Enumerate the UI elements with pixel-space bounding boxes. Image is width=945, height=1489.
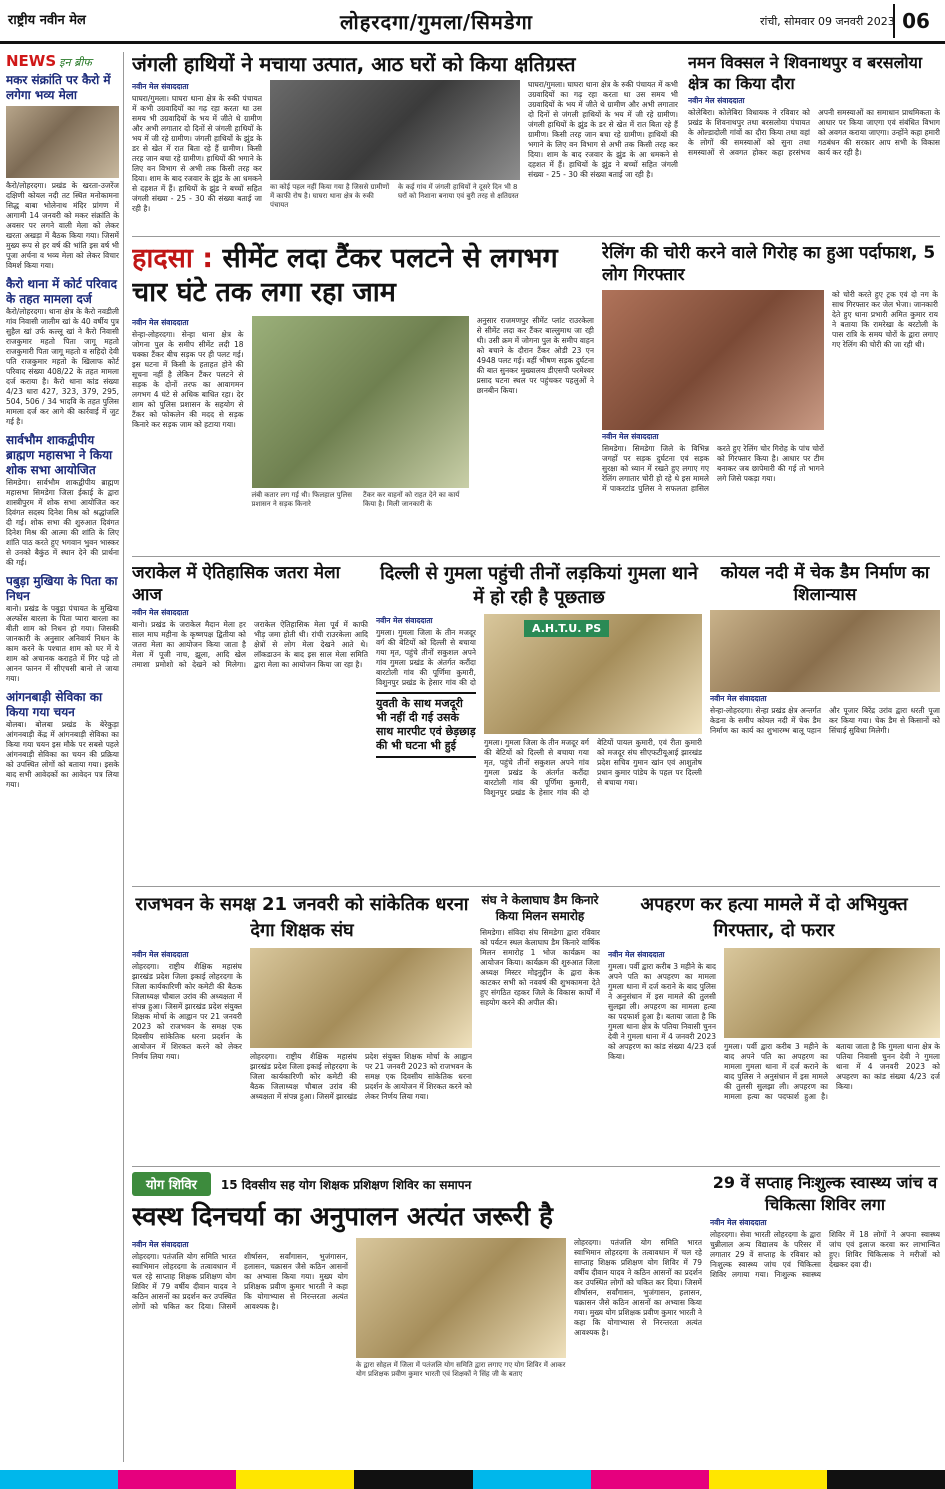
story-headline: कोयल नदी में चेक डैम निर्माण का शिलान्यास [720,563,930,605]
story-body: गुमला। पर्वी द्वारा करीब 3 महीने के बाद अपने पति का अपहरण का मामला गुमला थाना में दर्ज कराने के बाद पुलिस ने अनुसंधान में इस मामले की तुलसी सुलझा ली। अपहरण का मामला हत्या का पदफार्श हुआ है। बताया जाता है कि गुमला थाना क्षेत्र के पतिया निवासी चुनन देवी ने गुमला थाना में 4 जनवरी 2023 को अपहरण का कांड संख्या 4/23 दर्ज किया। [608,962,716,1061]
story-delhi-girls [376,562,702,882]
story-body-continued: घाघरा/गुमला। घाघरा थाना क्षेत्र के रुकी पंचायत में कभी उग्रवादियों का गढ़ रहा करता था उस समय भी उग्रवादियों के भय में जीते थे ग्रामीण और अभी लगातार दो दिनों से जंगली हाथियों के भय में जी रहे ग्रामीण। जंगली हाथियों के झुंड के डर से खेत में रात बिता रहे हैं ग्रामीण। किसी तरह जान बचा रहे ग्रामीण। हाथियों की भगाने के लिए वन विभाग से अभी तक किसी तरह कर दिया। शाम के बाद रजवार के झुंड के आ धमकने से दहशत में हैं। हाथियों के झुंड ने बच्चों सहित जंगली संख्या - 25 - 30 की संख्या बताई जा रही है। [528,80,678,179]
photo-caption: का कोई पहल नहीं किया गया है जिससे ग्रामीणों में काफी रोष है। घाघरा थाना क्षेत्र के रुकी पंचायत [270,183,390,209]
story-byline: नवीन मेल संवाददाता [602,432,659,441]
story-photo-railing-recovered [602,290,824,430]
photo-caption: के कई गांव में जंगली हाथियों ने दूसरे दिन भी 8 घरों को निशाना बनाया एवं बुरी तरह से क्षतिग्रस्त [398,183,519,200]
section-divider [132,236,940,237]
story-health-camp [710,1172,940,1462]
story-byline: नवीन मेल संवाददाता [132,318,189,327]
brief-text: कैरो/लोहरदगा। प्रखंड के खरता-उजरेंज दक्षिणी कोयल नदी तट स्थित मनोकामना सिद्ध बाबा भोलेनाथ मंदिर प्रांगण में आगामी 14 जनवरी को मकर संक्रांति के अवसर पर लगने वाली मेला को लेकर खरता अखड़ा में बैठक किया गया। जिसमें मुख्य रूप से हर वर्ष की भांति इस वर्ष भी पूजा अर्चना व भव्य मेला को लेकर विचार विमर्श किया गया। [6,181,119,270]
color-swatch [118,1470,236,1489]
story-photo-yoga-session [356,1238,566,1358]
color-swatch [0,1470,118,1489]
story-byline: नवीन मेल संवाददाता [132,608,189,617]
color-swatch [236,1470,354,1489]
story-tanker-accident [132,242,594,552]
story-photo-foundation-ceremony [710,610,940,692]
masthead [0,0,945,44]
news-flag-label: NEWS [6,52,57,70]
photo-caption: लंबी कतार लग गई थी। फिलहाल पुलिस प्रशासन ने सड़क किनारे [251,491,352,508]
edition-title: लोहरदगा/गुमला/सिमडेगा [340,10,533,34]
story-kicker: 15 दिवसीय सह योग शिक्षक प्रशिक्षण शिविर का समापन [220,1177,472,1192]
brief-text: सिमडेगा। सार्वभौम शाकद्वीपीय ब्राह्मण महासभा सिमडेगा जिला ईकाई के द्वारा शास्त्रीपुरम में शोक सभा आयोजित कर दिवंगत सदस्य दिनेश मिश्र को श्रद्धांजलि दी गई। शोक सभा की शुरुआत दिवंगत दिनेश मिश्र की आत्मा की शांति के लिए शांति पाठ करते हुए भगवान भुवन भास्कर से उनको बैकुंठ में स्थान देने की प्रार्थना की गई। [6,478,119,567]
story-body-continued: अनुसार राजमणपुर सीमेंट प्लांट राउरकेला से सीमेंट लदा कर टैंकर बाल्लुमाथ जा रही थी। उसी क्रम में जोगना पुल के समीप वाहन को बचाने के दौरान टैंकर ओडी 23 एन 4948 पलट गई। वहीं भीषण सड़क दुर्घटना की बात सुनकर मुख्यालय डीएसपी परमेश्वर प्रसाद घटना स्थल पर पहुंचकर पहलुओं ने छानबीन किया। [476,316,594,395]
brief-headline: कैरो थाना में कोर्ट परिवाद के तहत मामला दर्ज [6,277,118,306]
story-byline: नवीन मेल संवाददाता [132,1240,189,1249]
dateline: रांची, सोमवार 09 जनवरी 2023 [760,15,895,28]
brief-text: बोलबा। बोलबा प्रखंड के बेरेकुड़ा आंगनबाड़ी केंद्र में आंगनबाड़ी सेविका का किया गया चयन इस मौके पर सबसे पहले आंगनबाड़ी सेविका का चयन की प्रक्रिया को उपस्थित लोगों को बताया गया। इसके बाद सभी आवेदकों का आवेदन पत्र लिया गया। [6,720,119,789]
photo-caption: टैंकर कर वाहनों को राहत देने का कार्य किया है। मिली जानकारी के [363,491,460,508]
story-byline: नवीन मेल संवाददाता [132,950,189,959]
story-body: घाघरा/गुमला। घाघरा थाना क्षेत्र के रुकी पंचायत में कभी उग्रवादियों का गढ़ रहा करता था उस समय भी उग्रवादियों के भय में जीते थे ग्रामीण और अभी लगातार दो दिनों से जंगली हाथियों के भय में जी रहे ग्रामीण। जंगली हाथियों के झुंड के डर से खेत में रात बिता रहे हैं ग्रामीण। किसी तरह जान बचा रहे ग्रामीण। हाथियों की भगाने के लिए वन विभाग से अभी तक किसी तरह कर दिया। शाम के बाद रजवार के झुंड के आ धमकने से दहशत में हैं। हाथियों के झुंड ने बच्चों सहित जंगली संख्या - 25 - 30 की संख्या बताई जा रही है। [132,94,262,212]
story-byline: नवीन मेल संवाददाता [608,950,665,959]
story-headline: राजभवन के समक्ष 21 जनवरी को सांकेतिक धरना देगा शिक्षक संघ [135,894,469,941]
brief-text: कैरो/लोहरदगा। थाना क्षेत्र के कैरो नवडीली गांव निवासी जालीम खां के 40 वर्षीय पुत्र सुहैल खां उर्फ कल्लू खां ने कैरो निवासी राजकुमार महतो पिता जागू महतो राजकुमारी पिता जागू महतो व सहिदो देवी पति राजकुमार महतो के खिलाफ कोर्ट परिवाद संख्या 408/22 के तहत मामला दर्ज कराया है। कैरो थाना कांड संख्या 4/23 धारा 427, 323, 379, 295, 504, 506 / 34 भादवि के तहत पुलिस मामला दर्ज कर आगे की कार्रवाई में जुट गई है। [6,307,119,426]
story-body-continued: को चोरी करते हुए ट्रक एवं दो नग के साथ गिरफ्तार कर जेल भेजा। जानकारी देते हुए थाना प्रभारी अमित कुमार राय ने बताया कि रामरेखा के बरटोली के पास रात्रि के समय चोरों के द्वारा लगाए गए रेलिंग की चोरी की जा रही थी। [832,290,938,349]
brief-text: बानो। प्रखंड के पबुड़ा पंचायत के मुखिया अल्फोंस बारला के पिता प्यारा बारला का बीती शाम को निधन हो गया। जिसकी जानकारी के अनुसार अनिवार्य निधन के काम करने के पश्चात शाम को घर में ये शाम को अचानक कराहते में गिर पड़े तो आनन फानन में सीएचसी बानो ले जाया गया। [6,604,119,683]
story-headline: संघ ने केलाघाघ डैम किनारे किया मिलन समारोह [481,893,599,923]
story-photo-damaged-house [270,80,520,180]
section-divider [132,886,940,887]
story-body: कोलेबिरा। कोलेबिरा विधायक ने रविवार को प्रखंड के शिवनाथपुर तथा बरसलोया पंचायत के ओल्डादोली गांवों का दौरा किया तथा वहां के लोगों की समस्याओं को सुना तथा समस्याओं से अवगत होकर कहा हरसंभव अपनी समस्याओं का समाधान प्राथमिकता के आधार पर किया जाएगा एवं संबंधित विभाग को अवगत कराया जाएगा। उन्होंने कहा हमारी गठबंधन की सरकार आप सभी के विकास कार्य कर रही है। [688,108,940,157]
story-body: लोहरदगा। राष्ट्रीय शैक्षिक महासंघ झारखंड प्रदेश जिला इकाई लोहरदगा के जिला कार्यकारिणी कोर कमेटी की बैठक जिलाध्यक्ष चौबाल उरांव की अध्यक्षता में संपन्न हुआ। जिसमें झारखंड प्रदेश संयुक्त शिक्षक मोर्चा के आह्वान पर 21 जनवरी 2023 को राजभवन के समक्ष एक दिवसीय सांकेतिक धरना प्रदर्शन के आयोजन में शिरकत करने को लेकर निर्णय लिया गया। [132,962,242,1061]
main-content [132,52,940,1462]
color-registration-bar [0,1470,945,1489]
story-headline: जंगली हाथियों ने मचाया उत्पात, आठ घरों को किया क्षतिग्रस्त [132,52,576,76]
headline-text: सीमेंट लदा टैंकर पलटने से लगभग चार घंटे तक लगा रहा जाम [132,243,558,308]
story-body: सिमडेगा। सिमडेगा जिले के विभिन्न जगहों पर सड़क दुर्घटना एवं सड़क सुरक्षा को ध्यान में रखते हुए लगाए गए रेलिंग लगातार चोरी हो रहे थे इस मामले में पाकरटांड पुलिस ने सफलता हासिल करते हुए रेलिंग चोर गिरोह के पांच चोरों को गिरफ्तार किया है। आधार पर टीम बनाकर जब छापेमारी की गई तो भागने लगे जिसे पकड़ा गया। [602,444,824,493]
story-headline: अपहरण कर हत्या मामले में दो अभियुक्त गिरफ्तार, दो फरार [640,894,908,941]
story-body-continued: गुमला। पर्वी द्वारा करीब 3 महीने के बाद अपने पति का अपहरण का मामला गुमला थाना में दर्ज कराने के बाद पुलिस ने अनुसंधान में इस मामले की तुलसी सुलझा ली। अपहरण का मामला हत्या का पदफार्श हुआ है। बताया जाता है कि गुमला थाना क्षेत्र के पतिया निवासी चुनन देवी ने गुमला थाना में 4 जनवरी 2023 को अपहरण का कांड संख्या 4/23 दर्ज किया। [724,1042,940,1101]
story-headline: स्वस्थ दिनचर्या का अनुपालन अत्यंत जरूरी है [132,1202,553,1232]
story-kidnap-murder [608,892,940,1162]
story-body: गुमला। गुमला जिला के तीन मजदूर वर्ग की बेटियों को दिल्ली से बचाया गया मृत, पहुंचे तीनों सकुशल अपने गांव गुमला प्रखंड के अंतर्गत करौंदा बारटोली गांव की पूर्णिमा कुमारी, विशुनपुर प्रखंड के हेसार गांव की दो [376,628,476,687]
brief-photo [6,106,119,178]
story-byline: नवीन मेल संवाददाता [710,694,767,703]
paper-name: राष्ट्रीय नवीन मेल [8,13,86,28]
station-sign: A.H.T.U. PS [524,620,609,637]
brief-headline: आंगनबाड़ी सेविका का किया गया चयन [6,690,103,719]
story-body: सेन्हा-लोहरदगा। सेन्हा थाना क्षेत्र के जोगना पुल के समीप सीमेंट लदी 18 चक्का टैंकर बीच सड़क पर ही पलट गई। इस घटना में किसी के हताहत होने की सूचना नहीं है लेकिन टैंकर पलटने से सड़क के दोनों तरफ का आवागमन लगभग 4 घंटे से अधिक बाधित रहा। देर शाम को पुलिस प्रशासन के सहयोग से टैंकर को फोकलेन की मदद से सड़क किनारे कर सड़क जाम को हटाया गया। [132,330,244,429]
story-body-continued: लोहरदगा। पतंजलि योग समिति भारत स्वाभिमान लोहरदगा के तत्वावधान में चल रहे साप्ताह शिक्षक प्रशिक्षण योग शिविर में 79 वर्षीय दीवान यादव ने कठिन आसनों का प्रदर्शन कर उपस्थित लोगों को चकित कर दिया। जिसमें शीर्षासन, सर्वांगासन, भुजंगासन, हलासन, चक्रासन जैसे कठिन आसनों का अभ्यास किया गया। मुख्य योग प्रशिक्षक प्रवीण कुमार भारती ने कहा कि योगाभ्यास से निरन्तरता अत्यंत आवश्यक है। [574,1238,702,1337]
brief-headline: पबुड़ा मुखिया के पिता का निधन [6,574,118,603]
story-headline: रेलिंग की चोरी करने वाले गिरोह का हुआ पर्दाफाश, 5 लोग गिरफ्तार [602,243,936,285]
color-swatch [473,1470,591,1489]
story-railing-theft [602,242,940,552]
story-photo-overturned-tanker [252,316,469,488]
story-photo-meeting [250,948,472,1048]
section-divider [132,556,940,557]
brief-story [6,73,119,271]
story-body: सिमडेगा। संविदा संघ सिमडेगा द्वारा रविवार को पर्यटन स्थल केलाघाघ डैम किनारे वार्षिक मिलन समारोह 1 भोज कार्यक्रम का आयोजन किया। कार्यक्रम की शुरुआत जिला अध्यक्ष मिस्टर मोइनुद्दीन के द्वारा केक काटकर सभी को नववर्ष की शुभकामना देते हुए संगठित रहकर जिले के विकास कार्यों में सहयोग करने की अपील की। [480,928,600,1007]
story-teachers-dharna [132,892,472,1162]
story-headline: दिल्ली से गुमला पहुंची तीनों लड़कियां गुमला थाने में हो रही है पूछताछ [380,563,698,608]
story-headline: जराकेल में ऐतिहासिक जतरा मेला आज [132,563,341,605]
brief-story [6,574,119,684]
story-body-continued: लोहरदगा। राष्ट्रीय शैक्षिक महासंघ झारखंड प्रदेश जिला इकाई लोहरदगा के जिला कार्यकारिणी कोर कमेटी की बैठक जिलाध्यक्ष चौबाल उरांव की अध्यक्षता में संपन्न हुआ। जिसमें झारखंड प्रदेश संयुक्त शिक्षक मोर्चा के आह्वान पर 21 जनवरी 2023 को राजभवन के समक्ष एक दिवसीय सांकेतिक धरना प्रदर्शन के आयोजन में शिरकत करने को लेकर निर्णय लिया गया। [250,1052,472,1101]
news-flag-sub: इन ब्रीफ [59,56,92,69]
story-body: लोहरदगा। पतंजलि योग समिति भारत स्वाभिमान लोहरदगा के तत्वावधान में चल रहे साप्ताह शिक्षक प्रशिक्षण योग शिविर में 79 वर्षीय दीवान यादव ने कठिन आसनों का प्रदर्शन कर उपस्थित लोगों को चकित कर दिया। जिसमें शीर्षासन, सर्वांगासन, भुजंगासन, हलासन, चक्रासन जैसे कठिन आसनों का अभ्यास किया गया। मुख्य योग प्रशिक्षक प्रवीण कुमार भारती ने कहा कि योगाभ्यास से निरन्तरता अत्यंत आवश्यक है। [132,1252,348,1311]
photo-caption: के द्वारा सोहल में जिला में पतंजलि योग समिति द्वारा लगाए गए योग शिविर में आकर योग प्रशिक्षक प्रवीण कुमार भारती एवं शिक्षकों ने सिंह जी के बताए [356,1361,566,1378]
story-body: बानो। प्रखंड के जराकेल मैदान मेला हर साल माघ महीना के कृष्णपक्ष द्वितीया को जतरा मेला का आयोजन किया जाता है मेला में पूजी नाच, झूला, आदि खेल तमाशा प्रमोशो को देखने को मिलेगा। जराकेल ऐतिहासिक मेला पूर्व में काफी भीड़ जमा होती थी। रांची राउरकेला आदि क्षेत्रों से लोग मेला देखने आते थे। लॉकडाउन के बाद इस साल मेला समिति द्वारा मेला का आयोजन किया जा रहा है। [132,620,368,669]
story-yoga-camp [132,1172,702,1462]
story-photo-police-station [484,614,702,734]
brief-story [6,433,119,568]
story-byline: नवीन मेल संवाददाता [688,96,745,105]
news-in-brief-sidebar [6,52,124,1462]
story-byline: नवीन मेल संवाददाता [376,616,433,625]
story-body-continued: गुमला। गुमला जिला के तीन मजदूर वर्ग की बेटियों को दिल्ली से बचाया गया मृत, पहुंचे तीनों सकुशल अपने गांव गुमला प्रखंड के अंतर्गत करौंदा बारटोली गांव की पूर्णिमा कुमारी, विशुनपुर प्रखंड के हेसार गांव की दो बेटियों पायल कुमारी, एवं रीता कुमारी को मजदूर संघ सीएफटीयूआई झारखंड प्रदेश सचिव गुमान खांन एवं आशुतोष प्रधान कुमार पांडेय के पहल पर दिल्ली से बचाया गया। [484,738,702,797]
color-swatch [591,1470,709,1489]
story-shivnathpur [688,52,940,232]
story-headline: नमन विक्सल ने शिवनाथपुर व बरसलोया क्षेत्र का किया दौरा [688,53,922,93]
story-jatra-mela [132,562,368,882]
story-body: लोहरदगा। सेवा भारती लोहरदगा के द्वारा चुन्नीलाल अन्य विद्यालय के परिसर में लगातार 29 वें सप्ताह के रविवार को निःशुल्क स्वास्थ्य जांच एवं चिकित्सा शिविर लगाया गया। निःशुल्क स्वास्थ्य शिविर में 18 लोगों ने अपना स्वास्थ्य जांच एवं इलाज करवा कर लाभान्वित हुए। शिविर चिकित्सक ने मरीजों को देखकर दवा दी। [710,1230,940,1279]
brief-story [6,690,119,790]
pull-quote: युवती के साथ मजदूरी भी नहीं दी गई उसके साथ मारपीट एवं छेड़छाड़ की भी घटना भी हुई [376,692,476,758]
story-elephants [132,52,680,232]
news-in-brief-flag [6,52,119,70]
story-headline: 29 वें सप्ताह निःशुल्क स्वास्थ्य जांच व चिकित्सा शिविर लगा [712,1173,938,1214]
story-kelaghagh-meet [480,892,600,1162]
color-swatch [827,1470,945,1489]
headline-prefix: हादसा : [132,243,214,274]
story-body: सेन्हा-लोहरदगा। सेन्हा प्रखंड क्षेत्र अन्तर्गत केडना के समीप कोयल नदी में चेक डैम निर्माण का कार्य का शुभारम्भ बालू पहान और पूजार बिरेंद्र उरांव द्वारा धरती पूजा कर किया गया। चेक डैम से किसानों को सिंचाई सुविधा मिलेगी। [710,706,940,735]
story-headline [132,242,594,310]
color-swatch [709,1470,827,1489]
page-number: 06 [893,4,937,38]
brief-story [6,277,119,427]
section-tag: योग शिविर [132,1172,211,1196]
story-byline: नवीन मेल संवाददाता [710,1218,767,1227]
brief-headline: सार्वभौम शाकद्वीपीय ब्राह्मण महासभा ने किया शोक सभा आयोजित [6,433,113,477]
story-photo-accused [724,948,940,1038]
section-divider [132,1166,940,1167]
color-swatch [354,1470,472,1489]
brief-headline: मकर संक्रांति पर कैरो में लगेगा भव्य मेला [6,73,111,102]
story-byline: नवीन मेल संवाददाता [132,82,189,91]
story-check-dam [710,562,940,882]
